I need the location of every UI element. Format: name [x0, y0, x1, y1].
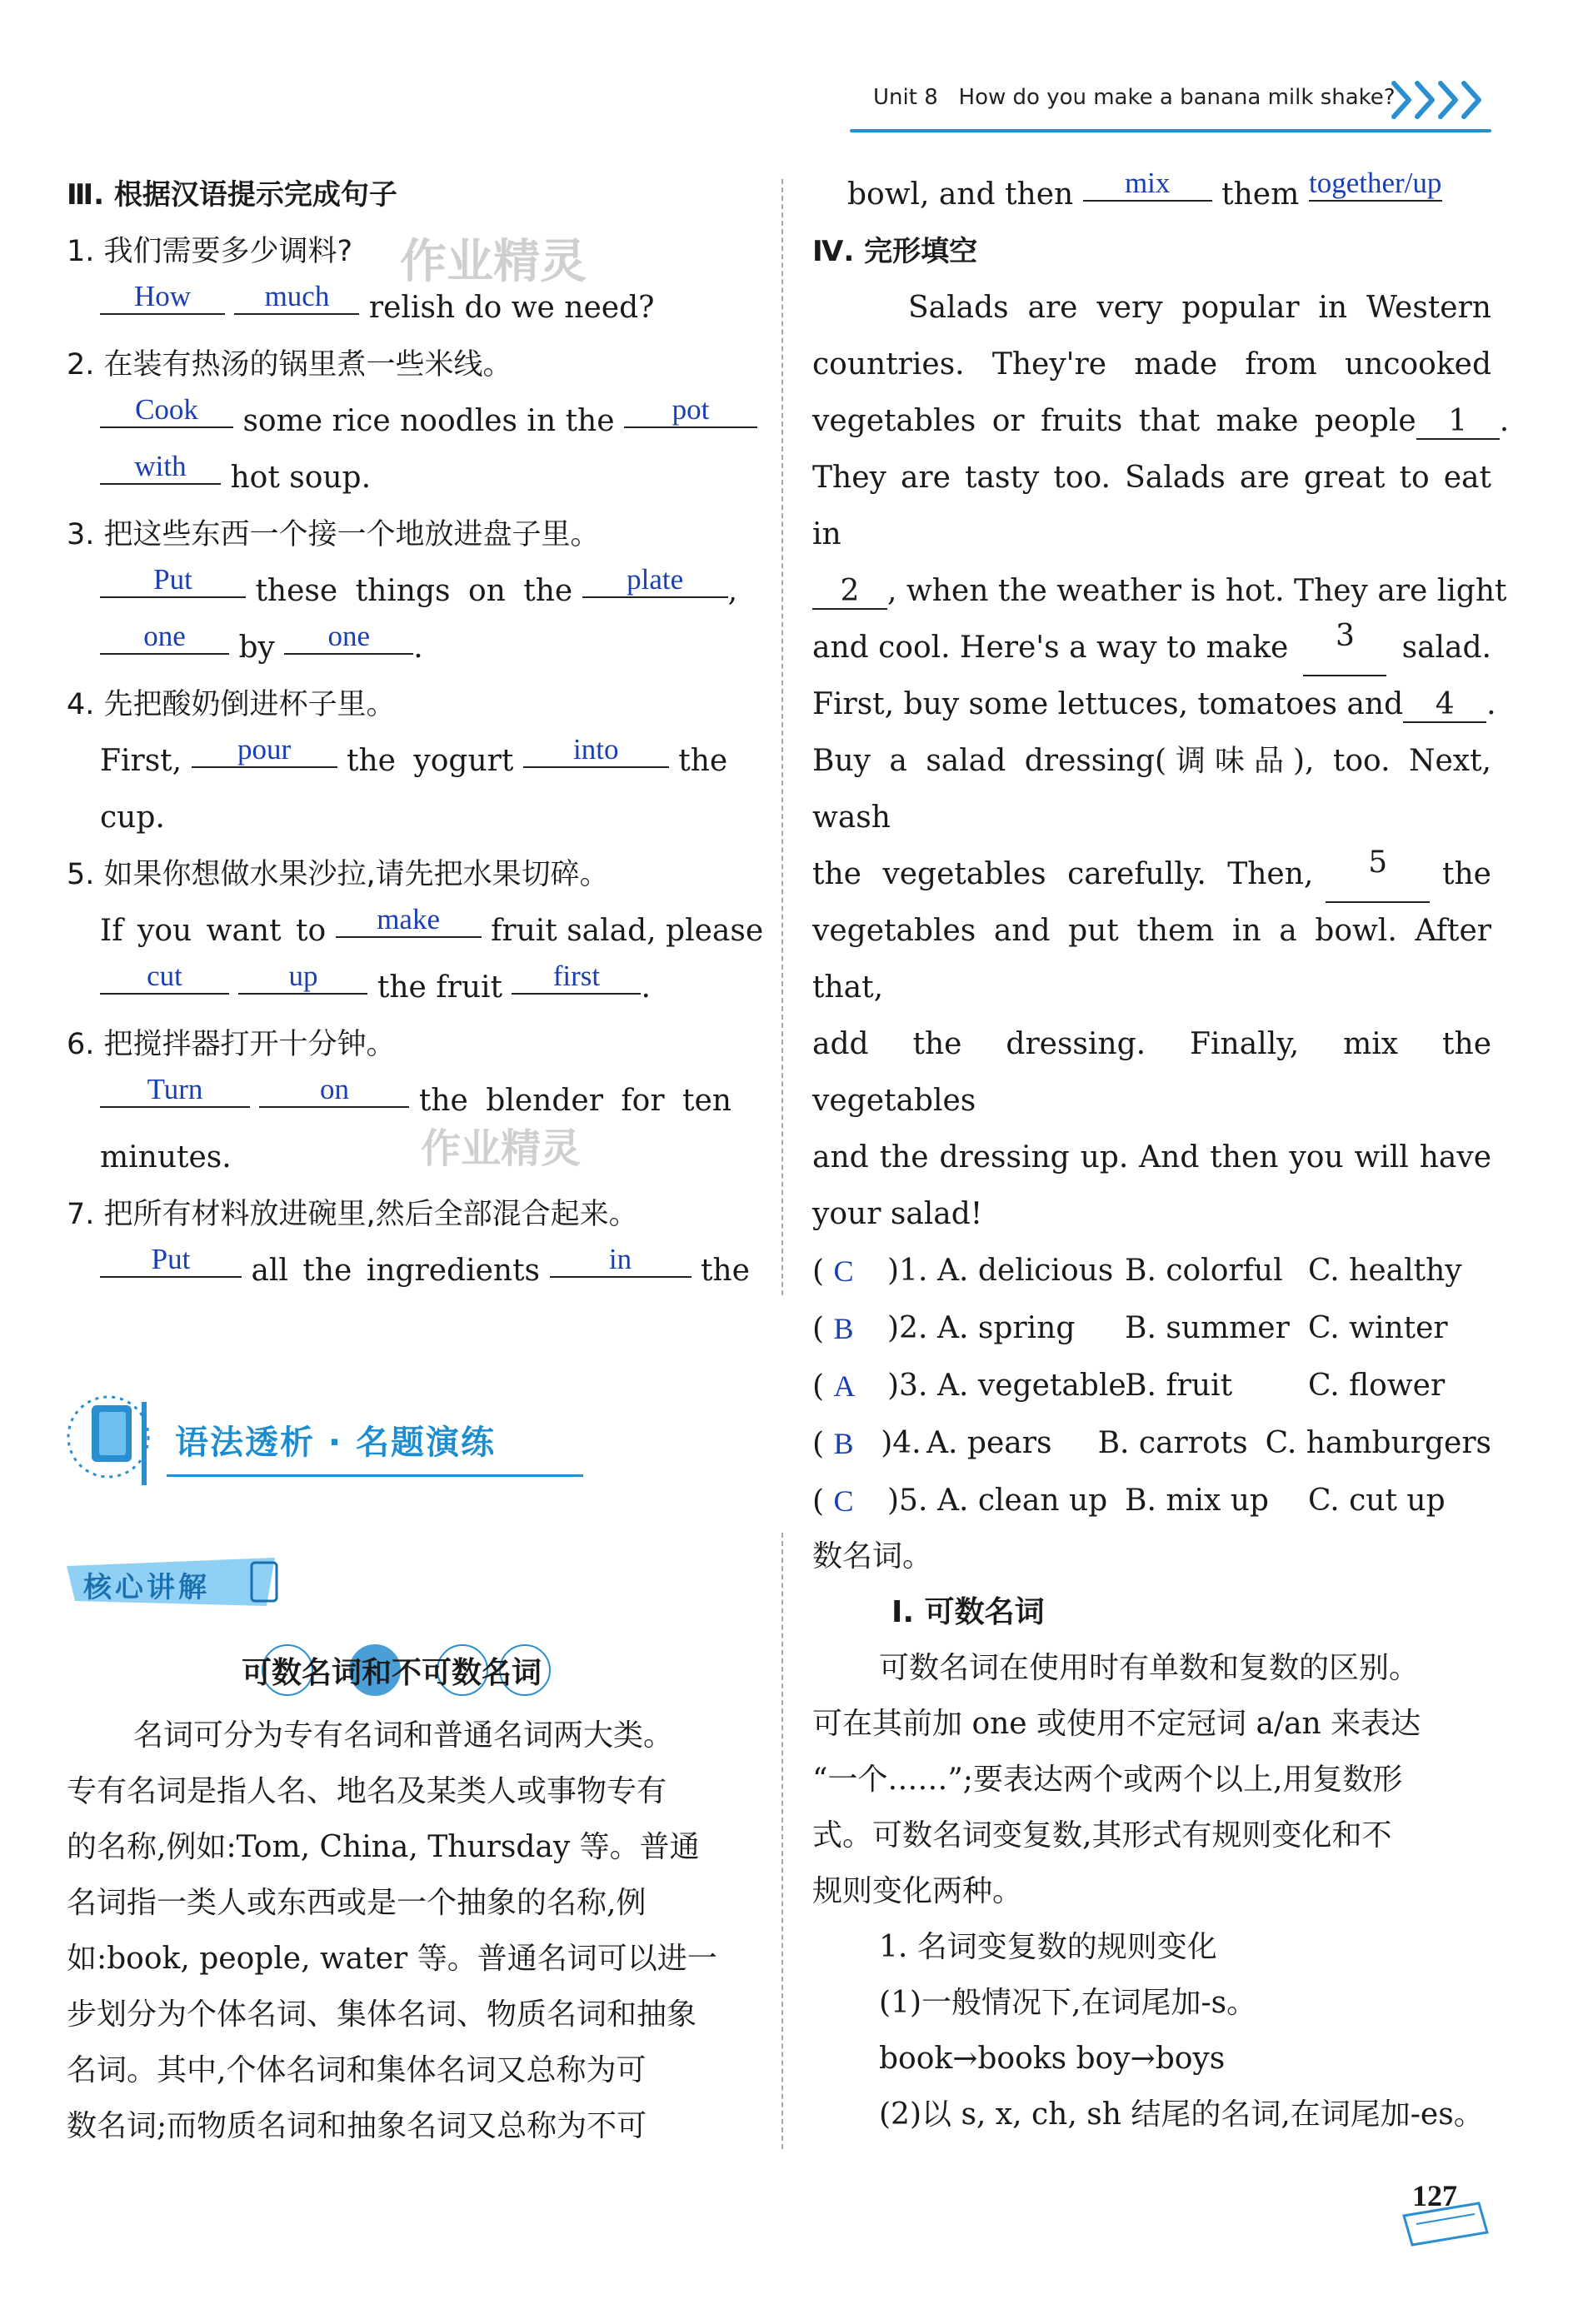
- grammar-left-line: 名词指一类人或东西或是一个抽象的名称,例: [67, 1886, 647, 1920]
- option-answer[interactable]: C: [833, 1254, 854, 1288]
- option-row: ( C )1. A. delicious B. colorful C. healthy: [812, 1243, 1491, 1300]
- cloze-text-7: First, buy some lettuces, tomatoes and: [812, 687, 1404, 721]
- q7-mid: all the ingredients: [251, 1254, 541, 1288]
- option-b: B. carrots: [1097, 1426, 1248, 1460]
- cloze-line-1: Salads are very popular in Western: [908, 291, 1491, 325]
- cloze-line-13: your salad!: [812, 1197, 983, 1231]
- section4-title: Ⅳ. 完形填空: [812, 235, 978, 268]
- header-rule: [850, 129, 1491, 132]
- q6-mid: the blender for ten: [418, 1084, 732, 1118]
- q7-blank-3[interactable]: mix: [1083, 167, 1212, 202]
- grammar-right-line: “一个……”;要表达两个或两个以上,用复数形: [812, 1763, 1403, 1797]
- grammar-right-line: 可在其前加 one 或使用不定冠词 a/an 来表达: [812, 1707, 1421, 1741]
- q5-mid2: the fruit: [377, 970, 503, 1005]
- option-num: )4.: [881, 1426, 921, 1460]
- cloze-text-9b: the: [1442, 857, 1491, 891]
- option-row: ( B )2. A. spring B. summer C. winter: [812, 1300, 1491, 1358]
- q2-en: [67, 393, 750, 450]
- grammar-right-line: book→books boy→boys: [879, 2042, 1226, 2076]
- q3-end: .: [413, 631, 423, 665]
- section3-title: Ⅲ. 根据汉语提示完成句子: [67, 178, 397, 212]
- cloze-line-4: They are tasty too. Salads are great to eat in: [812, 461, 1491, 551]
- option-c: C. winter: [1308, 1311, 1448, 1345]
- cloze-line-10: vegetables and put them in a bowl. After that,: [812, 914, 1491, 1005]
- q7-cont: bowl, and then: [847, 177, 1074, 212]
- q1-blank-2[interactable]: much: [234, 280, 359, 315]
- cloze-line-8: Buy a salad dressing(调味品), too. Next, wash: [812, 744, 1491, 835]
- grammar-left-line: 的名称,例如:Tom, China, Thursday 等。普通: [67, 1830, 700, 1864]
- option-row: ( A )3. A. vegetable B. fruit C. flower: [812, 1358, 1491, 1415]
- q7-cn: 7. 把所有材料放进碗里,然后全部混合起来。: [67, 1198, 638, 1231]
- q3-blank-1[interactable]: Put: [100, 563, 246, 598]
- cloze-line-2: countries. They're made from uncooked: [812, 347, 1491, 382]
- cloze-blank-1[interactable]: 1: [1416, 405, 1500, 440]
- option-b: B. fruit: [1125, 1369, 1233, 1403]
- running-header: [873, 85, 1396, 110]
- grammar-left-line: 数名词;而物质名词和抽象名词又总称为不可: [67, 2109, 647, 2143]
- grammar-right-line: 规则变化两种。: [812, 1874, 1023, 1908]
- q5-end: .: [641, 970, 651, 1005]
- option-answer[interactable]: B: [833, 1427, 854, 1460]
- watermark-1: 作业精灵: [400, 235, 587, 289]
- q5-blank-3[interactable]: up: [238, 960, 367, 995]
- q7-tail: the: [700, 1254, 750, 1288]
- cloze-line-12: and the dressing up. And then you will have: [812, 1140, 1491, 1174]
- cloze-line-7: First, buy some lettuces, tomatoes and 4 .: [812, 676, 1491, 733]
- option-c: C. healthy: [1308, 1254, 1462, 1288]
- q6-en-2: minutes.: [100, 1140, 232, 1174]
- option-num: )5.: [887, 1484, 928, 1518]
- unit-title: How do you make a banana milk shake?: [958, 85, 1396, 110]
- q2-blank-1[interactable]: Cook: [100, 393, 233, 428]
- cloze-text-3: vegetables or fruits that make people: [812, 404, 1416, 438]
- option-c: C. flower: [1308, 1369, 1446, 1403]
- q7-mid2: them: [1221, 177, 1300, 212]
- q2-mid: some rice noodles in the: [242, 404, 615, 438]
- cloze-line-3: vegetables or fruits that make people 1 .: [812, 393, 1491, 450]
- q2-blank-2[interactable]: pot: [624, 393, 757, 428]
- cloze-options: [812, 1243, 1491, 1530]
- grammar-right-line: 可数名词在使用时有单数和复数的区别。: [879, 1651, 1420, 1685]
- grammar-right-line: (2)以 s, x, ch, sh 结尾的名词,在词尾加-es。: [879, 2097, 1484, 2132]
- q3-comma: ,: [727, 574, 738, 608]
- grammar-left-line: 名词。其中,个体名词和集体名词又总称为可: [67, 2053, 647, 2087]
- option-a: A. delicious: [937, 1254, 1114, 1288]
- q5-blank-2[interactable]: cut: [100, 960, 229, 995]
- section4-column: [812, 167, 1510, 1530]
- cloze-blank-4[interactable]: 4: [1403, 688, 1486, 723]
- q1-cn: 1. 我们需要多少调料?: [67, 235, 353, 268]
- q1-en: [67, 280, 750, 337]
- q4-tail: the: [678, 744, 728, 778]
- option-b: B. mix up: [1125, 1484, 1269, 1518]
- core-tag-label: 核心讲解: [83, 1571, 210, 1604]
- option-c: C. hamburgers: [1265, 1426, 1491, 1460]
- grammar-left-line: 如:book, people, water 等。普通名词可以进一: [67, 1942, 717, 1976]
- q4-blank-2[interactable]: into: [523, 733, 669, 768]
- column-divider-top: [782, 179, 783, 1295]
- q6-en: [67, 1073, 750, 1130]
- q4-blank-1[interactable]: pour: [192, 733, 337, 768]
- cloze-blank-3[interactable]: 3: [1303, 620, 1386, 676]
- cloze-text-9: the vegetables carefully. Then,: [812, 857, 1314, 891]
- q1-tail: relish do we need?: [368, 291, 655, 325]
- option-answer[interactable]: C: [833, 1484, 854, 1518]
- q7-en-2: [812, 167, 1491, 223]
- grammar-right-line: 数名词。: [812, 1539, 933, 1573]
- grammar-left-line: 名词可分为专有名词和普通名词两大类。: [133, 1718, 674, 1753]
- grammar-right-line: (1)一般情况下,在词尾加-s。: [879, 1986, 1257, 2020]
- q2-en-2: [67, 450, 750, 506]
- q7-en: [67, 1243, 750, 1299]
- cloze-text-5: , when the weather is hot. They are light: [887, 574, 1507, 608]
- q3-mid: these things on the: [255, 574, 573, 608]
- cloze-line-11: add the dressing. Finally, mix the vegetables: [812, 1027, 1491, 1118]
- q6-cn: 6. 把搅拌器打开十分钟。: [67, 1028, 396, 1061]
- q5-en-2: [67, 960, 750, 1016]
- q3-blank-3[interactable]: one: [100, 620, 229, 655]
- q4-mid: the yogurt: [347, 744, 514, 778]
- q5-blank-4[interactable]: first: [512, 960, 641, 995]
- grammar-right-line: Ⅰ. 可数名词: [891, 1595, 1045, 1629]
- cloze-line-9: [812, 846, 1491, 903]
- cloze-text-6b: salad.: [1401, 631, 1491, 665]
- option-row: ( B )4. A. pears B. carrots C. hamburgers: [812, 1415, 1491, 1473]
- chevrons-icon: [1387, 75, 1491, 125]
- q3-by: by: [238, 631, 275, 665]
- q2-cn: 2. 在装有热汤的锅里煮一些米线。: [67, 348, 512, 382]
- option-num: )3.: [887, 1369, 928, 1403]
- q4-en-2: cup.: [100, 800, 165, 835]
- option-row: ( C )5. A. clean up B. mix up C. cut up: [812, 1473, 1491, 1530]
- cloze-text-6: and cool. Here's a way to make: [812, 631, 1289, 665]
- q3-blank-4[interactable]: one: [284, 620, 413, 655]
- q6-blank-1[interactable]: Turn: [100, 1073, 250, 1108]
- option-a: A. clean up: [937, 1484, 1108, 1518]
- watermark-2: 作业精灵: [421, 1125, 582, 1172]
- option-a: A. vegetable: [937, 1369, 1126, 1403]
- q7-blank-4[interactable]: together/up: [1309, 167, 1442, 202]
- grammar-left-line: 步划分为个体名词、集体名词、物质名词和抽象: [67, 1997, 697, 2032]
- option-answer[interactable]: A: [833, 1369, 856, 1403]
- option-a: A. spring: [937, 1311, 1076, 1345]
- page-corner-icon: [1400, 2199, 1491, 2249]
- grammar-left-paragraph: [67, 1708, 750, 2154]
- page-number: 127: [1412, 2179, 1457, 2212]
- cloze-blank-2[interactable]: 2: [812, 575, 887, 610]
- book-icon: [62, 1387, 171, 1487]
- q4-cn: 4. 先把酸奶倒进杯子里。: [67, 688, 396, 721]
- option-a: A. pears: [926, 1426, 1052, 1460]
- q5-start: If you want to: [100, 914, 327, 948]
- section3: [67, 167, 764, 1299]
- option-num: )2.: [887, 1311, 928, 1345]
- q2-tail: hot soup.: [230, 461, 372, 495]
- q3-en-2: [67, 620, 750, 676]
- q3-en: [67, 563, 750, 620]
- q3-blank-2[interactable]: plate: [582, 563, 728, 598]
- grammar-left-line: 专有名词是指人名、地名及某类人或事物专有: [67, 1774, 667, 1808]
- grammar-banner-title: 语法透析 · 名题演练: [175, 1424, 497, 1462]
- column-divider-bottom: [782, 1533, 783, 2149]
- grammar-right-line: 式。可数名词变复数,其形式有规则变化和不: [812, 1818, 1392, 1853]
- q5-blank-1[interactable]: make: [336, 903, 482, 938]
- q4-start: First,: [100, 744, 182, 778]
- option-c: C. cut up: [1308, 1484, 1446, 1518]
- banner-rule: [167, 1474, 583, 1477]
- cloze-line-6: [812, 620, 1491, 676]
- q4-en: [67, 733, 750, 790]
- q3-cn: 3. 把这些东西一个接一个地放进盘子里。: [67, 518, 600, 551]
- q6-blank-2[interactable]: on: [259, 1073, 409, 1108]
- q5-mid: fruit salad, please: [491, 914, 764, 948]
- option-answer[interactable]: B: [833, 1312, 854, 1345]
- option-num: )1.: [887, 1254, 928, 1288]
- grammar-right-line: 1. 名词变复数的规则变化: [879, 1930, 1217, 1964]
- option-b: B. summer: [1125, 1311, 1290, 1345]
- q7-blank-1[interactable]: Put: [100, 1243, 242, 1278]
- q5-cn: 5. 如果你想做水果沙拉,请先把水果切碎。: [67, 858, 609, 891]
- q1-blank-1[interactable]: How: [100, 280, 225, 315]
- q2-blank-3[interactable]: with: [100, 450, 221, 485]
- grammar-right-paragraph: [812, 1529, 1491, 2142]
- cloze-line-5: [812, 563, 1507, 620]
- unit-label: Unit 8: [873, 85, 938, 110]
- q5-en: [67, 903, 764, 960]
- cloze-blank-5[interactable]: 5: [1326, 846, 1430, 903]
- topic-title: 可数名词和不可数名词: [242, 1656, 542, 1690]
- option-b: B. colorful: [1125, 1254, 1283, 1288]
- q7-blank-2[interactable]: in: [550, 1243, 692, 1278]
